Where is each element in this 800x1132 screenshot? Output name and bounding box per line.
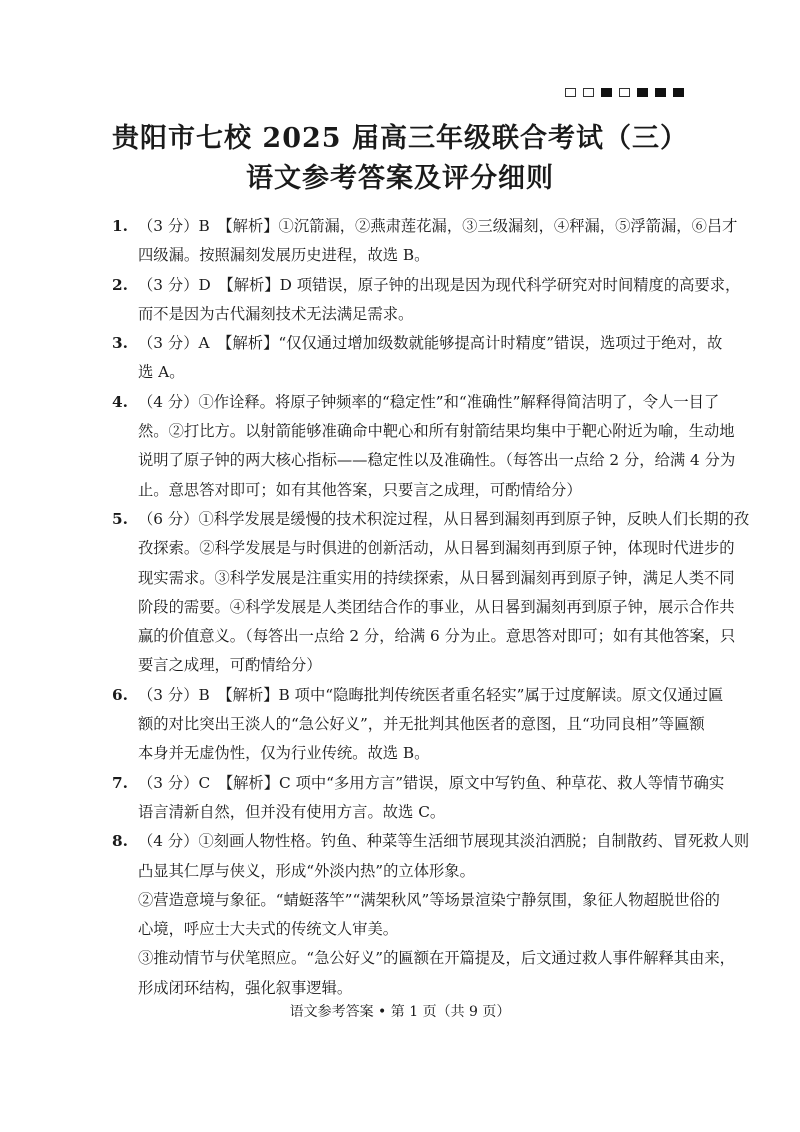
answer-line: 本身并无虚伪性，仅为行业传统。故选 B。 xyxy=(138,744,430,763)
answer-item xyxy=(112,681,724,769)
page-title: 贵阳市七校 2025 届高三年级联合考试（三） xyxy=(112,123,688,154)
question-number: 6. xyxy=(112,685,128,704)
answer-item xyxy=(112,505,750,681)
answer-line: 四级漏。按照漏刻发展历史进程，故选 B。 xyxy=(138,246,430,265)
header-mark xyxy=(565,88,576,97)
answer-line: （4 分）①作诠释。将原子钟频率的“稳定性”和“准确性”解释得简洁明了，令人一目了 xyxy=(138,392,720,411)
header-marks xyxy=(565,88,684,97)
answer-line: 然。②打比方。以射箭能够准确命中靶心和所有射箭结果均集中于靶心附近为喻，生动地 xyxy=(138,422,735,441)
answer-line: （6 分）①科学发展是缓慢的技术积淀过程，从日晷到漏刻再到原子钟，反映人们长期的孜 xyxy=(138,509,750,528)
question-number: 4. xyxy=(112,392,128,411)
answer-line: 选 A。 xyxy=(138,363,185,382)
answer-line: （4 分）①刻画人物性格。钓鱼、种菜等生活细节展现其淡泊洒脱；自制散药、冒死救人则 xyxy=(138,832,750,851)
answer-list xyxy=(112,212,750,1003)
page-subtitle: 语文参考答案及评分细则 xyxy=(246,163,554,194)
header-mark xyxy=(673,88,684,97)
answer-line: （3 分）B 【解析】①沉箭漏，②燕肃莲花漏，③三级漏刻，④秤漏，⑤浮箭漏，⑥吕才 xyxy=(138,217,738,235)
question-number: 3. xyxy=(112,334,128,353)
answer-line: 凸显其仁厚与侠义，形成“外淡内热”的立体形象。 xyxy=(138,861,475,880)
answer-line: 语言清新自然，但并没有使用方言。故选 C。 xyxy=(138,802,446,821)
answer-line: （3 分）A 【解析】“仅仅通过增加级数就能够提高计时精度”错误，选项过于绝对，故 xyxy=(138,334,723,353)
answer-line: 止。意思答对即可；如有其他答案，只要言之成理，可酌情给分） xyxy=(138,480,582,499)
answer-item xyxy=(112,827,750,1003)
answer-line: ②营造意境与象征。“蜻蜓落竿”“满架秋风”等场景渲染宁静氛围，象征人物超脱世俗的 xyxy=(138,890,720,909)
answer-line: 形成闭环结构，强化叙事逻辑。 xyxy=(138,978,353,997)
question-number: 5. xyxy=(112,509,128,528)
answer-item xyxy=(112,388,736,505)
answer-line: 赢的价值意义。（每答出一点给 2 分，给满 6 分为止。意思答对即可；如有其他答案，只 xyxy=(138,627,736,646)
answer-line: （3 分）B 【解析】B 项中“隐晦批判传统医者重名轻实”属于过度解读。原文仅通过匾 xyxy=(138,685,724,704)
answer-line: 额的对比突出王淡人的“急公好义”，并无批判其他医者的意图，且“功同良相”等匾额 xyxy=(138,715,705,734)
question-number: 7. xyxy=(112,773,128,792)
answer-line: 说明了原子钟的两大核心指标——稳定性以及准确性。（每答出一点给 2 分，给满 4 分为 xyxy=(138,451,736,470)
answer-line: （3 分）C 【解析】C 项中“多用方言”错误，原文中写钓鱼、种草花、救人等情节确实 xyxy=(138,773,725,792)
answer-line: 要言之成理，可酌情给分） xyxy=(138,656,322,675)
header-mark xyxy=(619,88,630,97)
answer-line: ③推动情节与伏笔照应。“急公好义”的匾额在开篇提及，后文通过救人事件解释其由来， xyxy=(138,949,735,968)
header-mark xyxy=(601,88,612,97)
answer-item xyxy=(112,329,723,388)
answer-line: 现实需求。③科学发展是注重实用的持续探索，从日晷到漏刻再到原子钟，满足人类不同 xyxy=(138,568,735,587)
page-footer: 语文参考答案 • 第 1 页（共 9 页） xyxy=(289,1004,511,1020)
header-mark xyxy=(655,88,666,97)
answer-item xyxy=(112,271,741,330)
header-mark xyxy=(637,88,648,97)
answer-line: 心境，呼应士大夫式的传统文人审美。 xyxy=(138,920,399,939)
answer-item xyxy=(112,769,725,828)
answer-line: 阶段的需要。④科学发展是人类团结合作的事业，从日晷到漏刻再到原子钟，展示合作共 xyxy=(138,597,735,616)
question-number: 1. xyxy=(112,217,128,235)
question-number: 8. xyxy=(112,832,128,851)
answer-item xyxy=(112,212,738,271)
answer-line: 孜探索。②科学发展是与时俱进的创新活动，从日晷到漏刻再到原子钟，体现时代进步的 xyxy=(138,539,735,558)
answer-line: 而不是因为古代漏刻技术无法满足需求。 xyxy=(138,304,414,323)
answer-line: （3 分）D 【解析】D 项错误，原子钟的出现是因为现代科学研究对时间精度的高要求， xyxy=(138,275,741,294)
question-number: 2. xyxy=(112,275,128,294)
header-mark xyxy=(583,88,594,97)
